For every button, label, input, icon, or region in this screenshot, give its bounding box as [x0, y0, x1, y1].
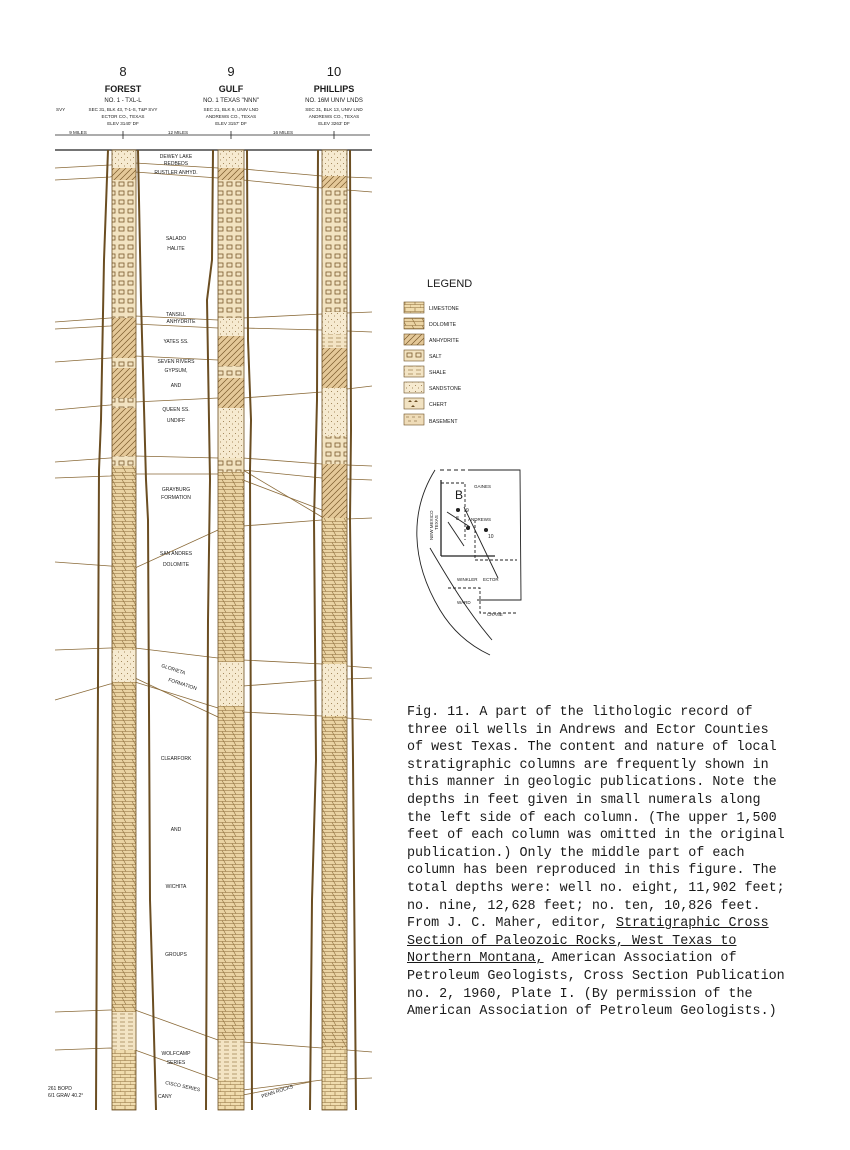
figure-caption [407, 704, 787, 1021]
well-elevation: ELEV 3263' DF [318, 121, 350, 126]
production-note [48, 1086, 83, 1099]
location-map [417, 470, 521, 655]
production-rate: 261 BOPD [48, 1086, 72, 1092]
formation-label: HALITE [167, 246, 185, 252]
formation-label: DOLOMITE [162, 562, 190, 568]
formation-label: WICHITA [165, 884, 187, 890]
formation-label: AND [170, 383, 182, 389]
formation-label: PENN ROCKS [260, 1083, 295, 1100]
well-operator: GULF [218, 84, 244, 94]
well-name: NO. 1 - TXL-L [104, 98, 142, 104]
well-number: 10 [326, 64, 342, 79]
well-county: ANDREWS CO., TEXAS [205, 114, 257, 119]
caption-text: Fig. 11. A part of the lithologic record of three oil wells in Andrews and Ector Counties of west Texas. The content and nature of local stratigraphic columns are frequently shown in this manner in geologic publications. Note the depths in feet given in small numerals along the left side of each column. (The upper 1,500 feet of each column was omitted in the original publication.) Only the middle part of each column has been reproduced in this figure. The total depths were: well no. eight, 11,902 feet; no. nine, 12,628 feet; no. ten, 10,826 feet. From J. C. Maher, editor, [407, 705, 785, 932]
map-well-marker [484, 528, 487, 531]
legend-item-chert: CHERT [429, 402, 447, 408]
formation-label: QUEEN SS. [162, 407, 190, 413]
formation-label: FORMATION [161, 495, 191, 501]
well-location: SEC 31, BLK 43, T-1-S, T&P SVY [88, 107, 158, 112]
map-county-label: CRANE [487, 612, 503, 617]
formation-label: RUSTLER ANHYD. [154, 170, 198, 176]
formation-label: SAN ANDRES [159, 551, 193, 557]
map-state-label: NEW MEXICO [429, 510, 434, 540]
legend-item-anhydrite: ANHYDRITE [429, 338, 459, 344]
well-elevation: ELEV 3157' DF [215, 121, 247, 126]
well-operator: PHILLIPS [313, 84, 355, 94]
well-county: ANDREWS CO., TEXAS [308, 114, 360, 119]
legend-item-sandstone: SANDSTONE [429, 386, 462, 392]
legend-item-salt: SALT [429, 354, 442, 360]
well-county: ECTOR CO., TEXAS [101, 114, 145, 119]
formation-label: GYPSUM, [164, 368, 188, 374]
well-column [310, 150, 356, 1110]
formation-label: SERIES [166, 1060, 186, 1066]
well-headers [56, 64, 363, 126]
reference-title: Stratigraphic Cross Section of Paleozoic Rocks, West Texas to Northern Montana, [407, 916, 769, 967]
map-county-label: WARD [457, 600, 471, 605]
formation-label: GROUPS [165, 952, 187, 958]
well-location: SEC 21, BLK 9, UNIV LND [203, 107, 259, 112]
well-name: NO. 16M UNIV LNDS [305, 98, 363, 104]
survey-label: SVY [56, 107, 66, 112]
legend-title: LEGEND [427, 278, 473, 290]
formation-label: UNDIFF [166, 418, 186, 424]
formation-label: FORMATION [167, 677, 198, 693]
map-well-label: 8 [456, 516, 459, 522]
distance-label: 16 MILES [272, 130, 294, 135]
well-operator: FOREST [104, 84, 142, 94]
map-state-label: TEXAS [434, 515, 439, 530]
map-county-label: GAINES [474, 484, 492, 489]
map-county-label: ANDREWS [468, 517, 492, 522]
legend-item-limestone: LIMESTONE [429, 306, 459, 312]
well-elevation: ELEV 3140' DF [107, 121, 139, 126]
formation-label: DEWEY LAKE [159, 154, 193, 160]
well-name: NO. 1 TEXAS "NNN" [203, 98, 259, 104]
map-section-label: B [455, 488, 464, 502]
formation-label: TANSILL [166, 312, 186, 318]
caption-text-end: American Association of Petroleum Geologists, Cross Section Publication no. 2, 1960, Plate I. (By permission of the American Association of Petroleum Geologists.) [407, 951, 785, 1020]
map-county-label: ECTOR [483, 577, 499, 582]
well-column [96, 150, 156, 1110]
formation-label: CANY [158, 1094, 172, 1100]
map-well-label: 9 [466, 508, 469, 514]
distance-label: 9 MILES [69, 130, 87, 135]
formation-label: ANHYDRITE [166, 319, 196, 325]
map-well-marker [466, 526, 469, 529]
legend-item-shale: SHALE [429, 370, 447, 376]
well-number: 8 [119, 64, 127, 79]
formation-label: WOLFCAMP [161, 1051, 191, 1057]
formation-label: SEVEN RIVERS [157, 359, 195, 365]
formation-label: GLORIETA [160, 663, 186, 677]
production-gravity: 6/1 GRAV 40.2° [48, 1093, 84, 1099]
well-column [206, 150, 252, 1110]
formation-label: YATES SS. [163, 339, 189, 345]
formation-label: GRAYBURG [161, 487, 191, 493]
formation-label: REDBEDS [163, 161, 189, 167]
map-well-marker [456, 508, 459, 511]
well-number: 9 [227, 64, 235, 79]
map-well-label: 10 [488, 534, 494, 540]
legend-item-basement: BASEMENT [429, 419, 458, 425]
well-location: SEC 31, BLK 13, UNIV LND [305, 107, 363, 112]
formation-label: CLEARFORK [160, 756, 192, 762]
distance-label: 12 MILES [167, 130, 189, 135]
legend [404, 278, 472, 425]
formation-label: AND [170, 827, 182, 833]
distance-scale [55, 130, 372, 150]
formation-label: SALADO [165, 236, 187, 242]
legend-item-dolomite: DOLOMITE [429, 322, 457, 328]
formation-label: CISCO SERIES [164, 1080, 201, 1094]
map-county-label: WINKLER [457, 577, 478, 582]
